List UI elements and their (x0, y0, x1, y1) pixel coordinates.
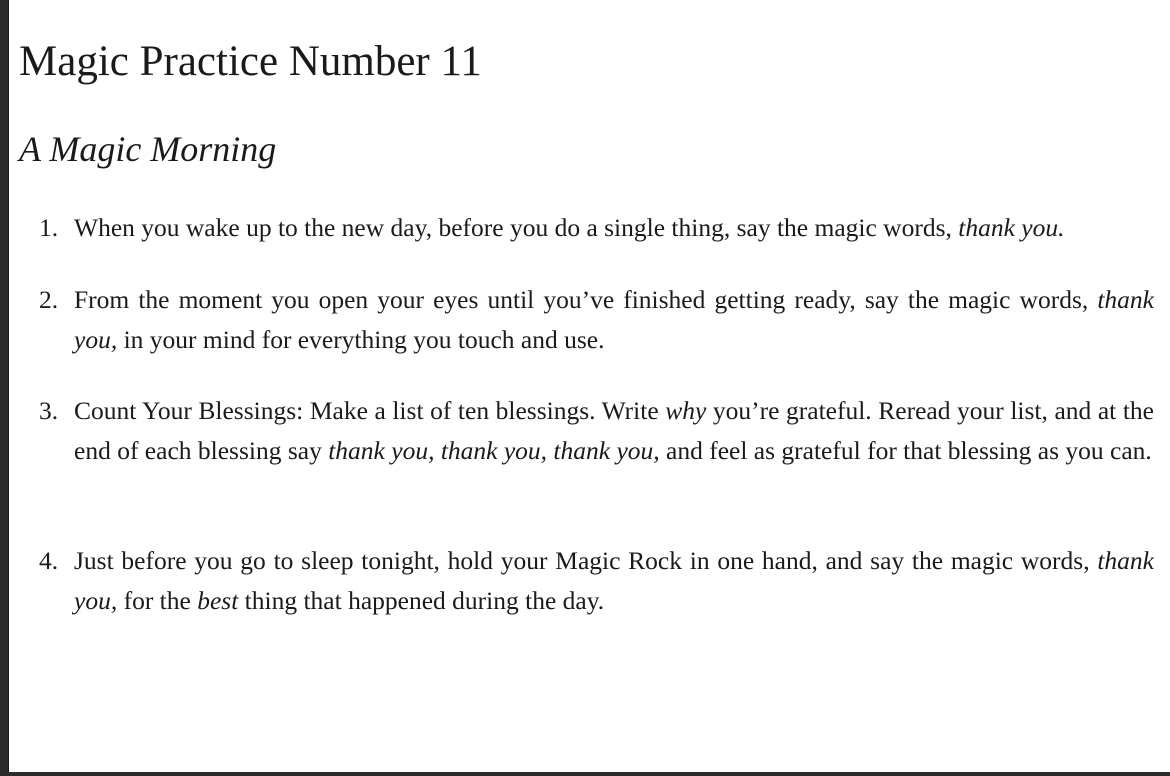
page-title: Magic Practice Number 11 (19, 38, 482, 85)
step-text (74, 208, 1154, 248)
practice-step-1 (39, 208, 1154, 248)
step-text-emphasis: thank you, (74, 546, 1154, 615)
page-subtitle: A Magic Morning (19, 129, 277, 169)
step-text-emphasis: why (665, 396, 707, 425)
step-number: 2. (39, 285, 59, 314)
step-text-emphasis: thank you, (74, 285, 1154, 354)
practice-step-4 (39, 541, 1154, 621)
step-text (74, 391, 1154, 471)
step-text-part: Just before you go to sleep tonight, hold your Magic Rock in one hand, and say the magic words, (74, 546, 1098, 575)
practice-step-3 (39, 391, 1154, 471)
step-number: 3. (39, 396, 59, 425)
step-text-part: When you wake up to the new day, before you do a single thing, say the magic words, (74, 213, 959, 242)
document-page (8, 0, 1170, 772)
step-text-part: Count Your Blessings: Make a list of ten blessings. Write (74, 396, 666, 425)
step-text-part: in your mind for everything you touch and use. (117, 325, 605, 354)
step-text-part: thing that happened during the day. (238, 586, 605, 615)
step-text-part: and feel as grateful for that blessing as you can. (659, 436, 1152, 465)
step-text-emphasis: thank you, thank you, thank you, (328, 436, 660, 465)
step-text (74, 541, 1154, 621)
step-number: 4. (39, 546, 59, 575)
practice-step-2 (39, 280, 1154, 360)
step-text-emphasis: best (197, 586, 239, 615)
step-number: 1. (39, 213, 59, 242)
step-text (74, 280, 1154, 360)
step-text-part: you’re grateful. Reread your list, and at the end of each blessing say (74, 396, 1154, 465)
step-text-part: From the moment you open your eyes until you’ve finished getting ready, say the magic words, (74, 285, 1098, 314)
step-text-part: for the (117, 586, 198, 615)
step-text-emphasis: thank you. (958, 213, 1065, 242)
